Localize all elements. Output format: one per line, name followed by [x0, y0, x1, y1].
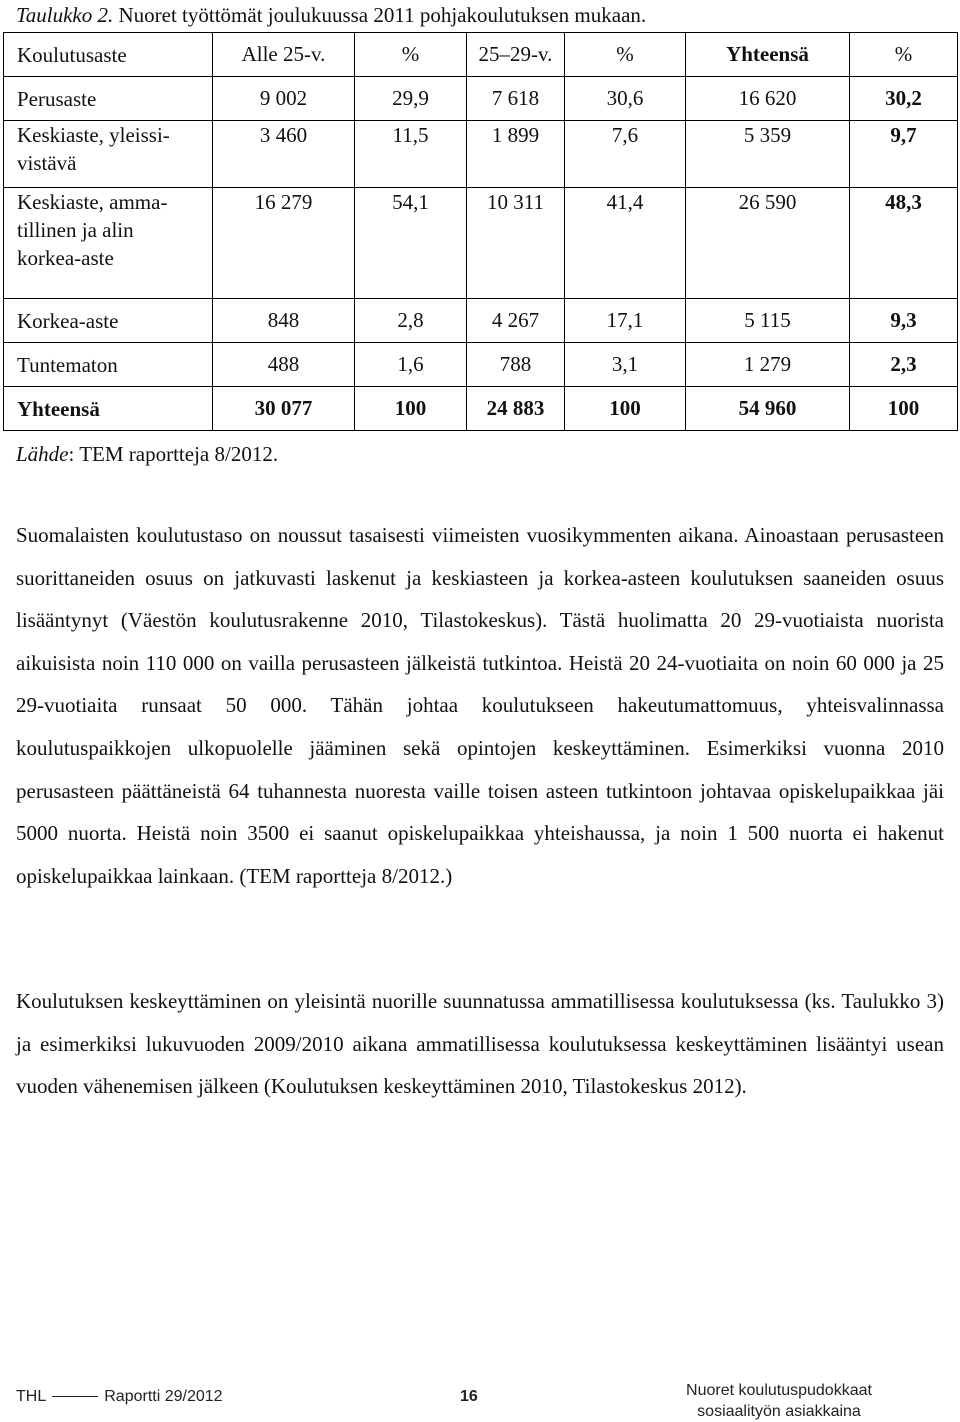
table-cell: 7 618	[467, 77, 565, 121]
caption-label: Taulukko 2.	[16, 3, 114, 27]
table-cell: 100	[355, 387, 467, 431]
table-cell: 16 620	[686, 77, 850, 121]
table-cell	[686, 121, 850, 188]
table-cell	[355, 121, 467, 188]
table-cell	[213, 121, 355, 188]
cell-value: 9,7	[890, 123, 917, 147]
body-paragraph: Koulutuksen keskeyttäminen on yleisintä nuorille suunnatussa ammatillisessa koulutuksessa (ks. Taulukko 3) ja esimerkiksi lukuvuoden 2009/2010 aikana ammatillisessa koulutuksessa keskeyttäminen lisääntyi usean vuoden vähenemisen jälkeen (Koulutuksen keskeyttäminen 2010, Tilastokeskus 2012).	[16, 989, 944, 1099]
page-number: 16	[460, 1388, 478, 1405]
table-cell: 100	[565, 387, 686, 431]
table-header-row	[4, 33, 958, 77]
table-cell: 2,3	[850, 343, 958, 387]
row-label-line: korkea-aste	[17, 246, 114, 270]
table-row	[4, 77, 958, 121]
table-cell: 24 883	[467, 387, 565, 431]
table-cell: 1,6	[355, 343, 467, 387]
header-cell: %	[565, 33, 686, 77]
table-total-row	[4, 387, 958, 431]
row-label: Korkea-aste	[4, 299, 213, 343]
cell-value: 11,5	[392, 123, 429, 147]
table-cell: 30,6	[565, 77, 686, 121]
cell-value: 1 899	[491, 123, 540, 147]
cell-value: 48,3	[885, 190, 922, 214]
table-cell: 5 115	[686, 299, 850, 343]
footer-report	[16, 1388, 223, 1406]
table-cell	[467, 121, 565, 188]
row-label	[4, 188, 213, 299]
table-cell: 3,1	[565, 343, 686, 387]
header-cell: %	[850, 33, 958, 77]
table-cell: 54 960	[686, 387, 850, 431]
table-cell: 2,8	[355, 299, 467, 343]
table-row	[4, 121, 958, 188]
body-paragraph: Suomalaisten koulutustaso on noussut tasaisesti viimeisten vuosikymmenten aikana. Ainoastaan perusasteen suorittaneiden osuus on jatkuvasti laskenut ja keskiasteen ja korkea-asteen koulutuksen saaneiden osuus lisääntynyt (Väestön koulutusrakenne 2010, Tilastokeskus). Tästä huolimatta 20 29-vuotiaista nuorista aikuisista noin 110 000 on vailla perusasteen jälkeistä tutkintoa. Heistä 20 24-vuotiaita on noin 60 000 ja 25 29-vuotiaita runsaat 50 000. Tähän johtaa koulutukseen hakeutumattomuus, yhteisvalinnassa koulutuspaikkojen ulkopuolelle jääminen sekä opintojen keskeyttäminen. Esimerkiksi vuonna 2010 perusasteen päättäneistä 64 tuhannesta nuoresta vaille toisen asteen tutkintoon johtavaa opiskelupaikkaa jäi 5000 nuorta. Heistä noin 3500 ei saanut opiskelupaikkaa yhteishaussa, ja noin 1 500 nuorta ei hakenut opiskelupaikkaa lainkaan. (TEM raportteja 8/2012.)	[16, 523, 944, 888]
footer-title-line: Nuoret koulutuspudokkaat	[686, 1382, 872, 1399]
row-label-line: tillinen ja alin	[17, 218, 134, 242]
caption-text: Nuoret työttömät joulukuussa 2011 pohjakoulutuksen mukaan.	[118, 3, 647, 27]
table-cell	[686, 188, 850, 299]
table-cell: 29,9	[355, 77, 467, 121]
table-cell	[565, 121, 686, 188]
unemployed-youth-table	[3, 32, 958, 431]
cell-value: 7,6	[611, 123, 639, 147]
cell-value: 10 311	[487, 190, 544, 214]
header-cell: Alle 25-v.	[213, 33, 355, 77]
table-cell: 1 279	[686, 343, 850, 387]
table-source	[16, 441, 278, 467]
table-caption	[16, 2, 646, 28]
source-text: : TEM raportteja 8/2012.	[68, 442, 279, 466]
table-cell: 30 077	[213, 387, 355, 431]
row-label: Tuntematon	[4, 343, 213, 387]
table-cell: 17,1	[565, 299, 686, 343]
header-cell: Koulutusaste	[4, 33, 213, 77]
table-cell: 30,2	[850, 77, 958, 121]
footer-dash	[52, 1396, 98, 1397]
table-cell: 848	[213, 299, 355, 343]
cell-value: 3 460	[259, 123, 308, 147]
table-cell	[213, 188, 355, 299]
footer-title-line: sosiaalityön asiakkaina	[697, 1403, 861, 1420]
table-cell: 788	[467, 343, 565, 387]
cell-value: 54,1	[392, 190, 429, 214]
row-label-line: Keskiaste, amma-	[17, 190, 168, 214]
footer-title	[684, 1380, 874, 1422]
row-label: Perusaste	[4, 77, 213, 121]
header-cell: 25–29-v.	[467, 33, 565, 77]
row-label-line: vistävä	[17, 151, 77, 175]
table-cell: 9 002	[213, 77, 355, 121]
source-label: Lähde	[16, 442, 69, 466]
table-cell	[565, 188, 686, 299]
table-cell	[850, 188, 958, 299]
table-cell: 9,3	[850, 299, 958, 343]
row-label-line: Keskiaste, yleissi-	[17, 123, 170, 147]
table-cell	[467, 188, 565, 299]
table-cell	[355, 188, 467, 299]
table-row	[4, 299, 958, 343]
cell-value: 16 279	[254, 190, 313, 214]
table-row	[4, 343, 958, 387]
table-cell	[850, 121, 958, 188]
footer-org: THL	[16, 1388, 47, 1405]
cell-value: 26 590	[738, 190, 797, 214]
table-cell: 488	[213, 343, 355, 387]
cell-value: 41,4	[606, 190, 644, 214]
row-label	[4, 121, 213, 188]
header-cell: Yhteensä	[686, 33, 850, 77]
table-cell: 100	[850, 387, 958, 431]
table-cell: 4 267	[467, 299, 565, 343]
footer-report-number: Raportti 29/2012	[104, 1388, 223, 1405]
row-label: Yhteensä	[4, 387, 213, 431]
header-cell: %	[355, 33, 467, 77]
cell-value: 5 359	[743, 123, 792, 147]
table-row	[4, 188, 958, 299]
